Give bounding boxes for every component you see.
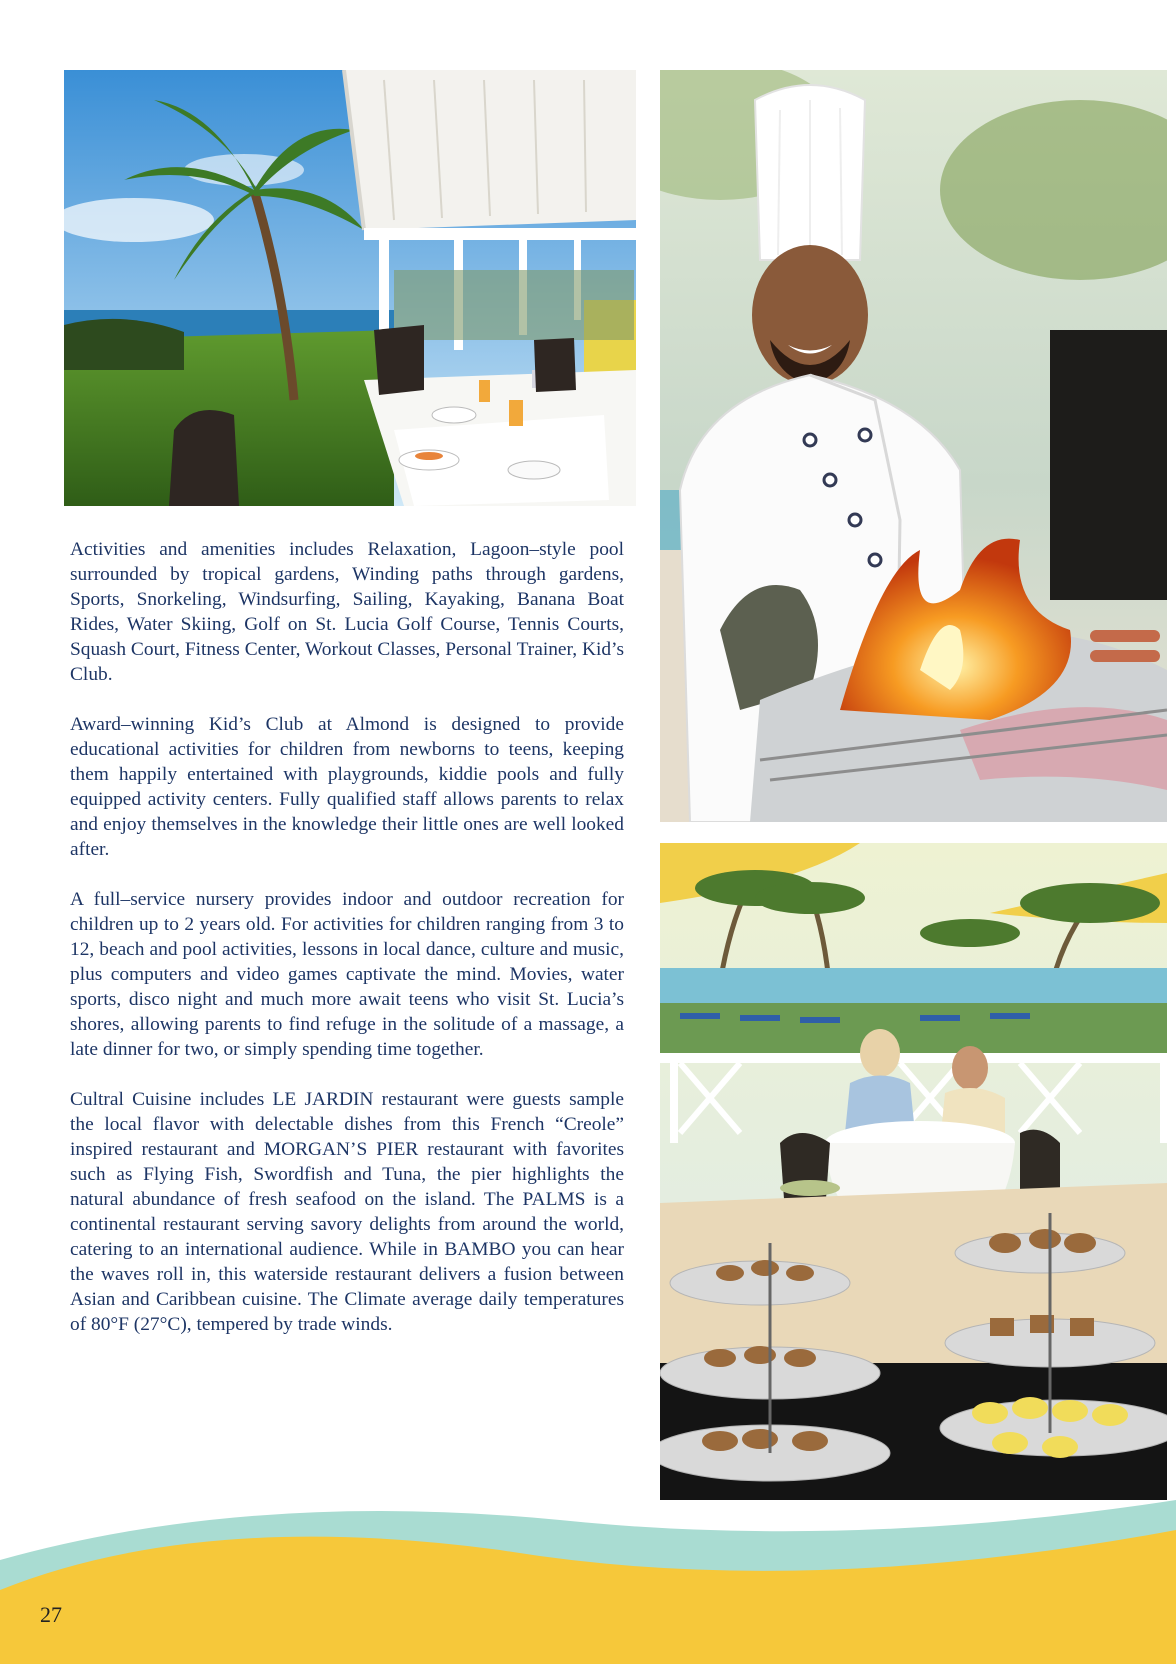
paragraph-kids-club: Award–winning Kid’s Club at Almond is designed to provide educational activities for children from newborns to teens, keeping them happily entertained with playgrounds, kiddie pools and fully equipped activity centers. Fully qualified staff allows parents to relax and enjoy themselves in the knowledge their little ones are well looked after. <box>70 714 624 860</box>
photo-terrace-dining <box>64 70 636 506</box>
footer-wave <box>0 1490 1176 1664</box>
terrace-dining-illustration <box>64 70 636 506</box>
chef-grilling-illustration <box>660 70 1167 822</box>
photo-patio-desserts <box>660 843 1167 1500</box>
paragraph-activities: Activities and amenities includes Relaxation, Lagoon–style pool surrounded by tropical gardens, Winding paths through gardens, Sports, Snorkeling, Windsurfing, Sailing, Kayaking, Banana Boat Rides, Water Skiing, Golf on St. Lucia Golf Course, Tennis Courts, Squash Court, Fitness Center, Workout Classes, Personal Trainer, Kid’s Club. <box>70 539 624 685</box>
paragraph-nursery: A full–service nursery provides indoor and outdoor recreation for children up to 2 years old. For activities for children ranging from 3 to 12, beach and pool activities, lessons in local dance, culture and music, plus computers and video games captivate the mind. Movies, water sports, disco night and much more await teens who visit St. Lucia’s shores, allowing parents to find refuge in the solitude of a massage, a late dinner for two, or simply spending time together. <box>70 889 624 1060</box>
patio-desserts-illustration <box>660 843 1167 1500</box>
paragraph-cuisine: Cultral Cuisine includes LE JARDIN restaurant were guests sample the local flavor with delectable dishes from this French “Creole” inspired restaurant and MORGAN’S PIER restaurant with favorites such as Flying Fish, Swordfish and Tuna, the pier highlights the natural abundance of fresh seafood on the island. The PALMS is a continental restaurant serving savory delights from around the world, catering to an international audience. While in BAMBO you can hear the waves roll in, this waterside restaurant delivers a fusion between Asian and Caribbean cuisine. The Climate average daily temperatures of 80°F (27°C), tempered by trade winds. <box>70 1089 624 1335</box>
page-number: 27 <box>40 1602 62 1627</box>
photo-chef-grilling <box>660 70 1167 822</box>
body-text-column <box>70 537 624 1362</box>
